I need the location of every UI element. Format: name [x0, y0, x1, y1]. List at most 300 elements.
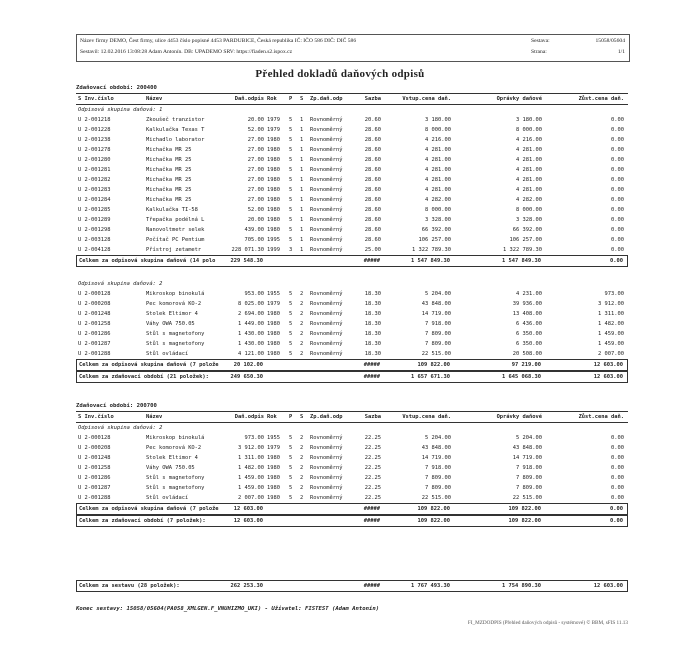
cell: 5 [289, 485, 293, 491]
cell: 1 [300, 137, 304, 143]
cell: ##### [363, 374, 380, 380]
cell: Michačka MR 25 [146, 187, 192, 193]
cell: 1980 [267, 147, 280, 153]
cell: 1 430.00 [238, 331, 264, 337]
cell: 1980 [267, 455, 280, 461]
cell: 3 [289, 247, 293, 253]
cell: Sazba [364, 96, 381, 102]
cell: Celkem za odpisová skupina daňová (14 polo [79, 258, 216, 264]
cell: Rovnoměrný [310, 187, 343, 193]
cell: 4 231.00 [516, 291, 542, 297]
cell: 2 [300, 321, 304, 327]
cell: 1979 [267, 117, 280, 123]
cell: 5 [289, 167, 293, 173]
cell: Zůst.cena daň. [578, 414, 624, 420]
cell: U 2-001258 [78, 465, 111, 471]
cell: 0.00 [611, 157, 624, 163]
cell: 0.00 [610, 258, 623, 264]
cell: 43 848.00 [421, 445, 451, 451]
cell: 109 822.00 [417, 506, 450, 512]
cell: Mikroskop binokulá [146, 435, 205, 441]
cell: 4 282.00 [516, 197, 542, 203]
cell: 439.00 [244, 227, 264, 233]
cell: 1 [300, 217, 304, 223]
cell: 109 822.00 [417, 518, 450, 524]
group-total-row [76, 503, 628, 515]
table-row [76, 115, 628, 125]
cell: 2 [300, 465, 304, 471]
cell: 5 [289, 197, 293, 203]
cell: 0.00 [611, 177, 624, 183]
cell: Mikroskop binokulá [146, 291, 205, 297]
cell: 249 650.30 [230, 374, 263, 380]
cell: Rovnoměrný [310, 351, 343, 357]
table-row [76, 145, 628, 155]
cell: 1980 [267, 311, 280, 317]
cell: 18.30 [364, 341, 381, 347]
cell: P [289, 96, 293, 102]
cell: 1980 [267, 167, 280, 173]
cell: 27.00 [247, 137, 264, 143]
cell: Rovnoměrný [310, 485, 343, 491]
cell: 0.00 [611, 147, 624, 153]
cell: 7 809.00 [425, 341, 451, 347]
cell: ##### [363, 258, 380, 264]
cell: 66 392.00 [512, 227, 542, 233]
cell: Rovnoměrný [310, 495, 343, 501]
cell: 5 [289, 331, 293, 337]
cell: 5 204.00 [425, 435, 451, 441]
cell: Michačka MR 25 [146, 177, 192, 183]
cell: 1955 [267, 435, 280, 441]
cell: 28.60 [364, 217, 381, 223]
cell: 1980 [267, 495, 280, 501]
cell: 18.30 [364, 311, 381, 317]
cell: 43 848.00 [421, 301, 451, 307]
table-row [76, 195, 628, 205]
group-label [76, 423, 628, 433]
cell: U 2-000208 [78, 301, 111, 307]
cell: U 2-000128 [78, 291, 111, 297]
cell: Michačka MR 25 [146, 157, 192, 163]
cell: 1980 [267, 137, 280, 143]
table-header-row [76, 411, 628, 423]
strana-value: 1/1 [617, 49, 625, 55]
cell: 13 408.00 [512, 311, 542, 317]
cell: Odpisová skupina daňová: 2 [78, 281, 163, 287]
sestava-label: Sestava: [531, 38, 550, 44]
cell: U 2-001281 [78, 167, 111, 173]
cell: 2 [300, 435, 304, 441]
cell: Sazba [364, 414, 381, 420]
cell: 5 [289, 311, 293, 317]
cell: ##### [363, 583, 380, 589]
cell: Rovnoměrný [310, 445, 343, 451]
cell: 4 216.00 [516, 137, 542, 143]
cell: 1979 [267, 127, 280, 133]
cell: 4 282.00 [425, 197, 451, 203]
cell: 4 281.00 [425, 187, 451, 193]
table-row [76, 483, 628, 493]
cell: 5 [289, 137, 293, 143]
cell: 12 603.00 [233, 506, 263, 512]
cell: 0.00 [611, 475, 624, 481]
cell: Rovnoměrný [310, 227, 343, 233]
cell: 1980 [267, 157, 280, 163]
table-row [76, 309, 628, 319]
cell: Rovnoměrný [310, 137, 343, 143]
cell: 0.00 [611, 465, 624, 471]
cell: 1 430.00 [238, 341, 264, 347]
cell: 5 [289, 435, 293, 441]
table-row [76, 125, 628, 135]
table-row [76, 175, 628, 185]
cell: U 2-001282 [78, 177, 111, 183]
cell: 109 822.00 [508, 506, 541, 512]
cell: 18.30 [364, 301, 381, 307]
cell: 4 281.00 [516, 147, 542, 153]
cell: Přístroj zetametr [146, 247, 202, 253]
cell: 1980 [267, 485, 280, 491]
cell: 2 [300, 301, 304, 307]
cell: Pec komorová KO-2 [146, 301, 202, 307]
table-row [76, 289, 628, 299]
cell: 106 257.00 [509, 237, 542, 243]
cell: Rok [267, 414, 277, 420]
cell: 8 000.00 [425, 207, 451, 213]
cell: 5 [289, 117, 293, 123]
cell: 2 [300, 331, 304, 337]
cell: 2 694.00 [238, 311, 264, 317]
cell: Rovnoměrný [310, 465, 343, 471]
cell: U 2-001287 [78, 485, 111, 491]
cell: 28.60 [364, 157, 381, 163]
cell: 28.60 [364, 147, 381, 153]
cell: U 2-001280 [78, 157, 111, 163]
cell: 5 [289, 341, 293, 347]
cell: 1 [300, 117, 304, 123]
cell: Celkem za sestavu (28 položek): [79, 583, 180, 589]
cell: 3 912.00 [598, 301, 624, 307]
cell: 2 007.00 [238, 495, 264, 501]
cell: 0.00 [611, 455, 624, 461]
cell: Michačka MR 25 [146, 167, 192, 173]
cell: U 2-001288 [78, 495, 111, 501]
cell: 1980 [267, 207, 280, 213]
grand-total-row [76, 580, 628, 592]
cell: Stolek Eltimor 4 [146, 455, 198, 461]
table-row [76, 155, 628, 165]
cell: 1 [300, 147, 304, 153]
cell: U 2-000128 [78, 435, 111, 441]
cell: 7 809.00 [516, 485, 542, 491]
cell: 3 180.00 [516, 117, 542, 123]
cell: Michadlo laborator [146, 137, 205, 143]
cell: 1 449.00 [238, 321, 264, 327]
cell: 1 547 849.30 [411, 258, 450, 264]
cell: Rovnoměrný [310, 435, 343, 441]
cell: 1 459.00 [598, 331, 624, 337]
cell: 2 [300, 495, 304, 501]
period-block-2 [76, 402, 628, 527]
cell: 27.00 [247, 187, 264, 193]
cell: P [289, 414, 293, 420]
cell: 66 392.00 [421, 227, 451, 233]
cell: 1 [300, 157, 304, 163]
cell: U 2-001288 [78, 351, 111, 357]
cell: 2 007.00 [598, 351, 624, 357]
period-total-row [76, 371, 628, 383]
cell: U 2-001286 [78, 475, 111, 481]
cell: 7 918.00 [516, 465, 542, 471]
cell: 0.00 [610, 518, 623, 524]
cell: 8 025.00 [238, 301, 264, 307]
cell: 5 [289, 227, 293, 233]
group-total-row [76, 255, 628, 267]
cell: ##### [363, 506, 380, 512]
cell: 52.00 [247, 207, 264, 213]
cell: 1980 [267, 341, 280, 347]
cell: Rovnoměrný [310, 321, 343, 327]
strana-label: Strana: [531, 49, 547, 55]
cell: Vstup.cena daň. [402, 414, 451, 420]
cell: 0.00 [611, 167, 624, 173]
cell: 109 822.00 [417, 362, 450, 368]
grand-total-block [76, 580, 628, 592]
cell: 0.00 [611, 207, 624, 213]
cell: Rovnoměrný [310, 177, 343, 183]
cell: Stůl s magnetofony [146, 485, 205, 491]
cell: U 2-003128 [78, 237, 111, 243]
cell: 5 [289, 495, 293, 501]
cell: 0.00 [611, 435, 624, 441]
cell: 22.25 [364, 445, 381, 451]
spacer [76, 267, 628, 279]
sestava-value: 15058/05604 [595, 38, 625, 44]
cell: Kalkulačka TI-58 [146, 207, 198, 213]
cell: 1 [300, 177, 304, 183]
cell: Rovnoměrný [310, 291, 343, 297]
cell: 0.00 [611, 137, 624, 143]
cell: Rovnoměrný [310, 117, 343, 123]
cell: 705.00 [244, 237, 264, 243]
cell: 2 [300, 445, 304, 451]
cell: Rovnoměrný [310, 157, 343, 163]
cell: 5 204.00 [516, 435, 542, 441]
cell: ##### [363, 518, 380, 524]
table-row [76, 225, 628, 235]
cell: Zůst.cena daň. [578, 96, 624, 102]
cell: 28.60 [364, 227, 381, 233]
cell: Oprávky daňové [496, 96, 542, 102]
cell: 5 [289, 445, 293, 451]
cell: 2 [300, 351, 304, 357]
cell: 1980 [267, 465, 280, 471]
cell: Zp.daň.odp [310, 414, 343, 420]
cell: 2 [300, 291, 304, 297]
cell: 1999 [267, 247, 280, 253]
company-line: Název firmy DEMO, Čest firmy, ulice 4453 číslo popisné 4453 PARDUBICE, Česká republika IČ: IČO 586 DIČ: DIČ 586 [80, 38, 357, 44]
cell: S [300, 96, 304, 102]
table-row [76, 299, 628, 309]
table-row [76, 135, 628, 145]
cell: Stůl ovládací [146, 351, 189, 357]
cell: 228 071.30 [231, 247, 264, 253]
cell: 5 [289, 291, 293, 297]
cell: 1980 [267, 197, 280, 203]
cell: 5 [289, 147, 293, 153]
cell: Rovnoměrný [310, 455, 343, 461]
cell: ##### [363, 362, 380, 368]
cell: 973.00 [604, 291, 624, 297]
author-line: Sestavil: 12.02.2016 13:08:28 Adam Antonín. DB: UPADEMO SRV: https://fiaden.s2.ispox.cz [80, 49, 293, 55]
cell: 1 459.00 [238, 485, 264, 491]
cell: 1 645 068.30 [502, 374, 541, 380]
cell: Zkoušeč tranzistor [146, 117, 205, 123]
cell: 18.30 [364, 351, 381, 357]
cell: 1 459.00 [598, 341, 624, 347]
cell: 28.60 [364, 237, 381, 243]
cell: 1 311.00 [238, 455, 264, 461]
cell: 2 [300, 311, 304, 317]
group-label [76, 279, 628, 289]
cell: Daň.odpis [234, 414, 264, 420]
report-title: Přehled dokladů daňových odpisů [255, 68, 425, 80]
cell: 1980 [267, 227, 280, 233]
cell: U 2-004128 [78, 247, 111, 253]
cell: 22 515.00 [512, 495, 542, 501]
cell: 5 [289, 321, 293, 327]
cell: 1 459.00 [238, 475, 264, 481]
cell: 1 [300, 127, 304, 133]
cell: Rovnoměrný [310, 197, 343, 203]
cell: Rok [267, 96, 277, 102]
cell: 1979 [267, 301, 280, 307]
cell: 25.00 [364, 247, 381, 253]
cell: 1 [300, 187, 304, 193]
table-header-row [76, 93, 628, 105]
cell: Celkem za odpisová skupina daňová (7 polože [79, 362, 219, 368]
cell: Stůl ovládací [146, 495, 189, 501]
cell: U 2-001248 [78, 311, 111, 317]
cell: U 2-000208 [78, 445, 111, 451]
cell: 0.00 [611, 237, 624, 243]
cell: U 2-001218 [78, 117, 111, 123]
cell: Odpisová skupina daňová: 1 [78, 107, 163, 113]
cell: 7 809.00 [425, 485, 451, 491]
cell: Rovnoměrný [310, 167, 343, 173]
cell: 27.00 [247, 167, 264, 173]
cell: 28.60 [364, 167, 381, 173]
cell: 22 515.00 [421, 495, 451, 501]
cell: 22.25 [364, 455, 381, 461]
cell: 3 912.00 [238, 445, 264, 451]
cell: 1 311.00 [598, 311, 624, 317]
cell: 1 767 493.30 [411, 583, 450, 589]
table-row [76, 329, 628, 339]
cell: Stůl s magnetofony [146, 475, 205, 481]
cell: 0.00 [611, 197, 624, 203]
cell: Michačka MR 25 [146, 197, 192, 203]
cell: 1 754 890.30 [502, 583, 541, 589]
cell: 97 219.00 [511, 362, 541, 368]
cell: 7 809.00 [425, 331, 451, 337]
cell: Třepačka podélná L [146, 217, 205, 223]
cell: 109 822.00 [508, 518, 541, 524]
cell: Stolek Eltimor 4 [146, 311, 198, 317]
table-row [76, 453, 628, 463]
cell: 1 [300, 167, 304, 173]
cell: Stůl s magnetofony [146, 331, 205, 337]
cell: 12 603.00 [233, 518, 263, 524]
cell: 5 [289, 351, 293, 357]
cell: Váhy OWA 750.05 [146, 465, 195, 471]
cell: 2 [300, 455, 304, 461]
table-row [76, 339, 628, 349]
cell: 1 657 671.30 [411, 374, 450, 380]
cell: 5 204.00 [425, 291, 451, 297]
cell: Rovnoměrný [310, 301, 343, 307]
cell: 18.30 [364, 321, 381, 327]
cell: 1 322 789.30 [503, 247, 542, 253]
cell: 7 918.00 [425, 321, 451, 327]
cell: 28.60 [364, 187, 381, 193]
cell: 5 [289, 127, 293, 133]
cell: Počítač PC Pentium [146, 237, 205, 243]
cell: Zp.daň.odp [310, 96, 343, 102]
table-row [76, 235, 628, 245]
cell: Kalkulačka Texas T [146, 127, 205, 133]
table-row [76, 349, 628, 359]
cell: 4 216.00 [425, 137, 451, 143]
cell: 27.00 [247, 197, 264, 203]
cell: S Inv.číslo [78, 414, 114, 420]
cell: U 2-001285 [78, 207, 111, 213]
cell: 973.00 [244, 435, 264, 441]
cell: 5 [289, 455, 293, 461]
cell: 20.60 [364, 117, 381, 123]
cell: U 2-001298 [78, 227, 111, 233]
table-row [76, 165, 628, 175]
cell: U 2-001286 [78, 331, 111, 337]
cell: Rovnoměrný [310, 217, 343, 223]
cell: 4 281.00 [516, 157, 542, 163]
cell: 5 [289, 207, 293, 213]
cell: 20.00 [247, 217, 264, 223]
cell: 14 719.00 [421, 455, 451, 461]
cell: 39 936.00 [512, 301, 542, 307]
cell: 22.25 [364, 475, 381, 481]
cell: 5 [289, 157, 293, 163]
cell: 2 [300, 341, 304, 347]
cell: 6 436.00 [516, 321, 542, 327]
cell: 5 [289, 177, 293, 183]
cell: 28.60 [364, 197, 381, 203]
cell: 18.30 [364, 291, 381, 297]
cell: 27.00 [247, 147, 264, 153]
cell: Rovnoměrný [310, 311, 343, 317]
cell: Rovnoměrný [310, 331, 343, 337]
table-row [76, 205, 628, 215]
cell: 4 281.00 [425, 167, 451, 173]
period-total-row [76, 515, 628, 527]
cell: 1980 [267, 351, 280, 357]
cell: U 2-001278 [78, 147, 111, 153]
cell: 22.25 [364, 435, 381, 441]
cell: S Inv.číslo [78, 96, 114, 102]
cell: Rovnoměrný [310, 207, 343, 213]
cell: Stůl s magnetofony [146, 341, 205, 347]
